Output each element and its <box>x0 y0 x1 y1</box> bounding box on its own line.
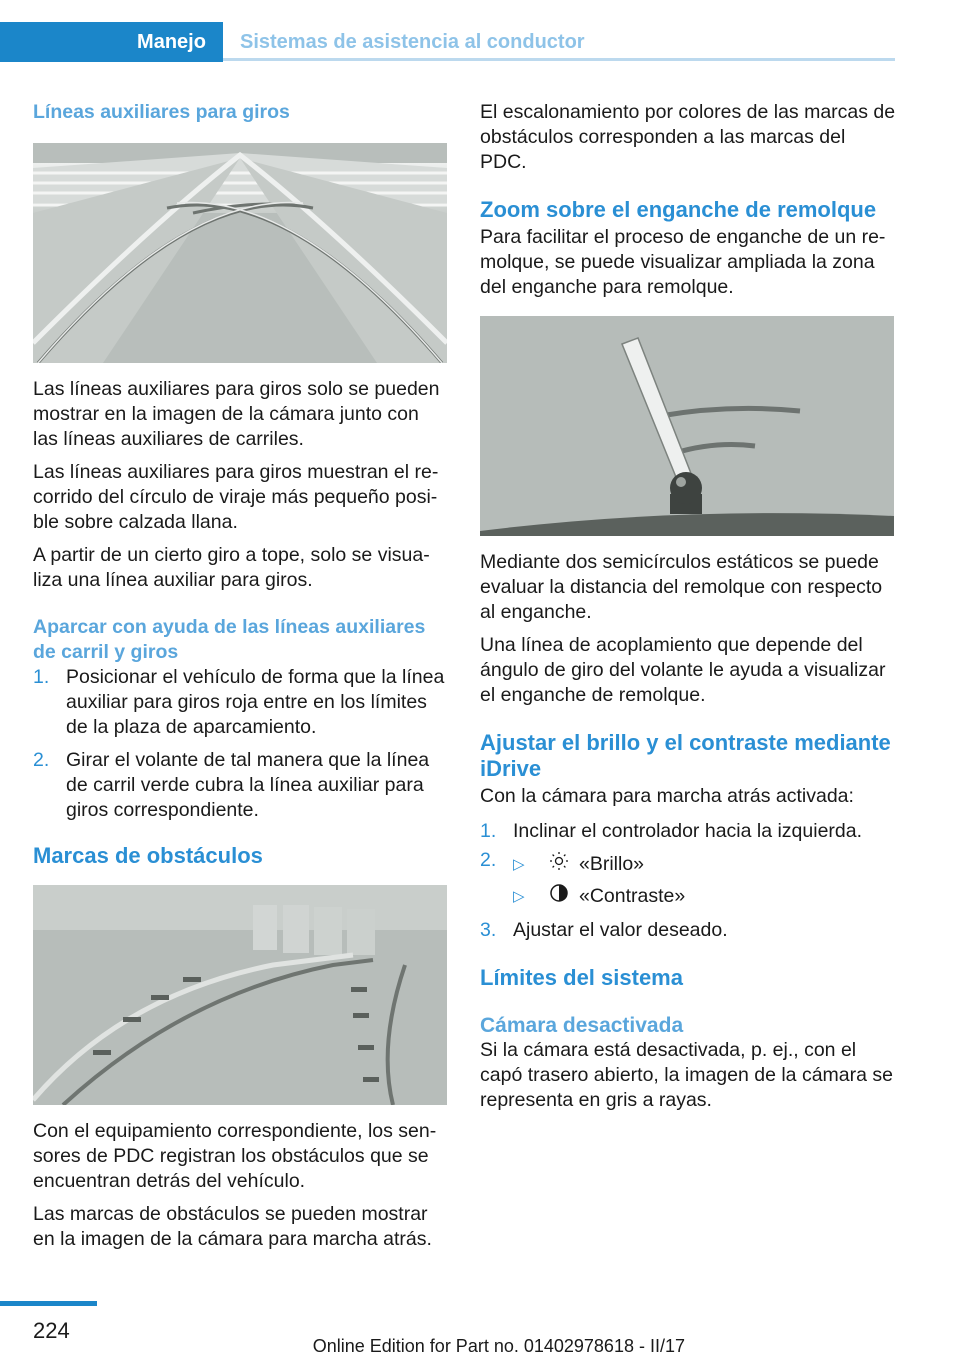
heading-zoom: Zoom sobre el enganche de remolque <box>480 197 877 222</box>
list-item: 1. Inclinar el controlador hacia la izquierda. <box>480 820 863 842</box>
heading-obstacles: Marcas de obstáculos <box>33 843 263 868</box>
paragraph: Para facilitar el proceso de enganche de un re‐molque, se puede visualizar ampliada la zona del enganche para remolque. <box>480 226 886 298</box>
page-number: 224 <box>33 1318 70 1343</box>
section-title[interactable]: Sistemas de asistencia al conductor <box>240 30 585 53</box>
heading-turn-lines: Líneas auxiliares para giros <box>33 101 290 123</box>
paragraph: Mediante dos semicírculos estáticos se puede evaluar la distancia del remolque con respecto al enganche. <box>480 551 883 623</box>
paragraph: Una línea de acoplamiento que depende del ángulo de giro del volante le ayuda a visualizar el enganche de remolque. <box>480 634 886 706</box>
left-column <box>33 100 449 1260</box>
turn-lines-figure <box>33 143 447 363</box>
header-rule <box>223 58 895 61</box>
list-item: 1. Posicionar el vehículo de forma que la línea auxiliar para giros roja entre en los límites de la plaza de aparcamiento. <box>33 666 445 738</box>
sun-icon <box>549 851 579 878</box>
paragraph: Si la cámara está desactivada, p. ej., con el capó trasero abierto, la imagen de la cámara se representa en gris a rayas. <box>480 1039 893 1111</box>
contrast-icon <box>549 883 579 910</box>
right-column <box>480 100 896 1121</box>
parking-steps <box>33 665 449 823</box>
arrow-icon: ▷ <box>513 887 525 905</box>
heading-limits: Límites del sistema <box>480 965 683 990</box>
arrow-icon: ▷ <box>513 855 525 873</box>
header-bar-left <box>0 22 120 62</box>
paragraph: Las marcas de obstáculos se pueden mostrar en la imagen de la cámara para marcha atrás. <box>33 1203 432 1250</box>
paragraph: Las líneas auxiliares para giros muestran el re‐corrido del círculo de viraje más pequeño posi‐ble sobre calzada llana. <box>33 461 439 533</box>
menu-option-brightness[interactable]: ▷ «Brillo» <box>513 848 896 880</box>
paragraph: Con el equipamiento correspondiente, los sen‐sores de PDC registran los obstáculos que se encuentran detrás del vehículo. <box>33 1120 437 1192</box>
list-item: 2. ▷ «Brillo» ▷ «Contraste» <box>480 848 896 912</box>
list-item: 2. Girar el volante de tal manera que la línea de carril verde cubra la línea auxiliar para giros correspondiente. <box>33 749 430 821</box>
heading-camera-off: Cámara desactivada <box>480 1014 684 1037</box>
heading-brightness: Ajustar el brillo y el contraste mediante iDrive <box>480 730 891 781</box>
paragraph: Con la cámara para marcha atrás activada: <box>480 785 854 807</box>
paragraph: A partir de un cierto giro a tope, solo se visua‐liza una línea auxiliar para giros. <box>33 544 430 591</box>
menu-option-contrast[interactable]: ▷ «Contraste» <box>513 880 896 912</box>
paragraph: El escalonamiento por colores de las marcas de obstáculos corresponden a las marcas del PDC. <box>480 101 896 173</box>
list-item: 3. Ajustar el valor deseado. <box>480 919 728 941</box>
chapter-tab[interactable]: Manejo <box>120 22 223 62</box>
paragraph: Las líneas auxiliares para giros solo se pueden mostrar en la imagen de la cámara junto con las líneas auxiliares de carriles. <box>33 378 440 450</box>
brightness-steps <box>480 819 896 943</box>
footer-rule <box>0 1301 97 1306</box>
heading-parking: Aparcar con ayuda de las líneas auxiliares de carril y giros <box>33 616 426 663</box>
obstacle-marks-figure <box>33 885 447 1105</box>
trailer-hitch-figure <box>480 316 894 536</box>
edition-note: Online Edition for Part no. 01402978618 - II/17 <box>312 1336 685 1356</box>
